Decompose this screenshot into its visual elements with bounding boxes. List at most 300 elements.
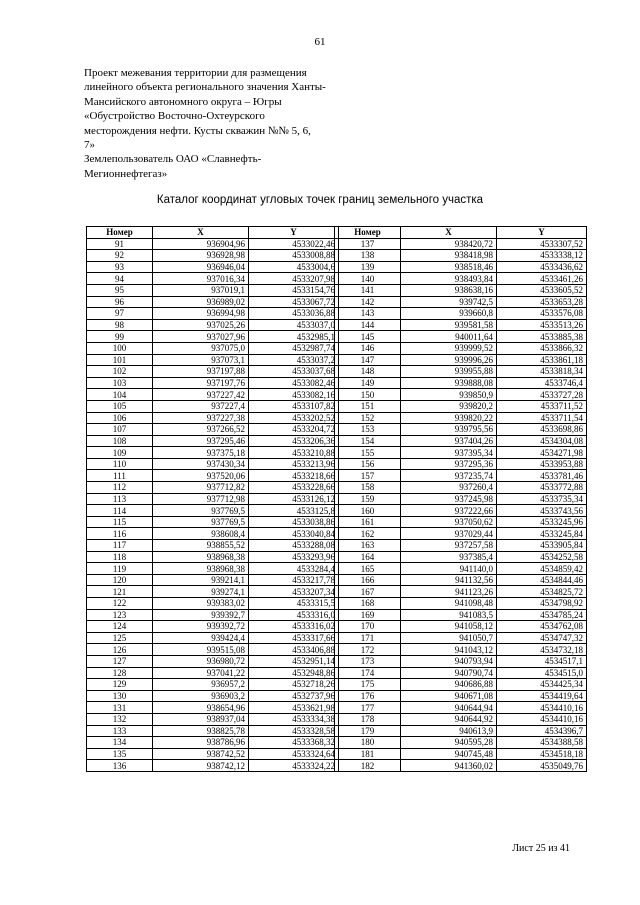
y-coordinate-cell: 4533218,66 <box>249 470 339 482</box>
x-coordinate-cell: 940745,48 <box>401 748 497 760</box>
y-coordinate-cell: 4533743,56 <box>497 505 587 517</box>
column-header-y: Y <box>497 227 587 239</box>
table-row <box>87 760 339 772</box>
table-row <box>87 586 339 598</box>
table-row <box>335 261 587 273</box>
table-row <box>335 574 587 586</box>
y-coordinate-cell: 4533107,82 <box>249 400 339 412</box>
y-coordinate-cell: 4533067,72 <box>249 296 339 308</box>
y-coordinate-cell: 4534419,64 <box>497 690 587 702</box>
point-number-cell: 128 <box>87 667 153 679</box>
point-number-cell: 92 <box>87 250 153 262</box>
y-coordinate-cell: 4534396,7 <box>497 725 587 737</box>
x-coordinate-cell: 938968,38 <box>153 551 249 563</box>
x-coordinate-cell: 937227,38 <box>153 412 249 424</box>
y-coordinate-cell: 4533316,02 <box>249 621 339 633</box>
point-number-cell: 144 <box>335 319 401 331</box>
y-coordinate-cell: 4533324,64 <box>249 748 339 760</box>
y-coordinate-cell: 4533040,84 <box>249 528 339 540</box>
table-row <box>335 366 587 378</box>
point-number-cell: 180 <box>335 737 401 749</box>
x-coordinate-cell: 939888,08 <box>401 377 497 389</box>
table-header-row <box>87 227 339 239</box>
x-coordinate-cell: 937197,88 <box>153 366 249 378</box>
x-coordinate-cell: 936957,2 <box>153 679 249 691</box>
point-number-cell: 125 <box>87 632 153 644</box>
column-header-x: X <box>153 227 249 239</box>
table-row <box>335 342 587 354</box>
y-coordinate-cell: 4533204,72 <box>249 424 339 436</box>
table-row <box>335 621 587 633</box>
table-row <box>335 377 587 389</box>
table-row <box>87 412 339 424</box>
y-coordinate-cell: 4533126,12 <box>249 493 339 505</box>
point-number-cell: 96 <box>87 296 153 308</box>
point-number-cell: 150 <box>335 389 401 401</box>
point-number-cell: 122 <box>87 598 153 610</box>
x-coordinate-cell: 937769,5 <box>153 516 249 528</box>
point-number-cell: 107 <box>87 424 153 436</box>
x-coordinate-cell: 937260,4 <box>401 482 497 494</box>
y-coordinate-cell: 4533284,4 <box>249 563 339 575</box>
point-number-cell: 162 <box>335 528 401 540</box>
x-coordinate-cell: 939383,02 <box>153 598 249 610</box>
y-coordinate-cell: 4533210,88 <box>249 447 339 459</box>
table-row <box>335 482 587 494</box>
point-number-cell: 161 <box>335 516 401 528</box>
point-number-cell: 120 <box>87 574 153 586</box>
point-number-cell: 105 <box>87 400 153 412</box>
x-coordinate-cell: 940613,9 <box>401 725 497 737</box>
header-line: Проект межевания территории для размещения <box>84 67 307 79</box>
point-number-cell: 106 <box>87 412 153 424</box>
y-coordinate-cell: 4534410,16 <box>497 713 587 725</box>
table-row <box>87 574 339 586</box>
x-coordinate-cell: 936946,04 <box>153 261 249 273</box>
point-number-cell: 151 <box>335 400 401 412</box>
table-row <box>335 238 587 250</box>
point-number-cell: 110 <box>87 458 153 470</box>
point-number-cell: 91 <box>87 238 153 250</box>
table-body-left <box>87 238 339 771</box>
x-coordinate-cell: 937019,1 <box>153 284 249 296</box>
table-row <box>87 713 339 725</box>
point-number-cell: 165 <box>335 563 401 575</box>
x-coordinate-cell: 937027,96 <box>153 331 249 343</box>
point-number-cell: 135 <box>87 748 153 760</box>
x-coordinate-cell: 938638,16 <box>401 284 497 296</box>
x-coordinate-cell: 937395,34 <box>401 447 497 459</box>
y-coordinate-cell: 4534825,72 <box>497 586 587 598</box>
point-number-cell: 175 <box>335 679 401 691</box>
table-row <box>335 725 587 737</box>
table-row <box>335 748 587 760</box>
header-line: месторождения нефти. Кусты скважин №№ 5, 6, <box>84 124 311 137</box>
point-number-cell: 131 <box>87 702 153 714</box>
x-coordinate-cell: 941132,56 <box>401 574 497 586</box>
x-coordinate-cell: 939392,7 <box>153 609 249 621</box>
x-coordinate-cell: 936989,02 <box>153 296 249 308</box>
table-row <box>87 308 339 320</box>
x-coordinate-cell: 939850,9 <box>401 389 497 401</box>
point-number-cell: 169 <box>335 609 401 621</box>
y-coordinate-cell: 4533245,84 <box>497 528 587 540</box>
table-row <box>335 331 587 343</box>
y-coordinate-cell: 4533315,5 <box>249 598 339 610</box>
y-coordinate-cell: 4533621,98 <box>249 702 339 714</box>
table-row <box>335 284 587 296</box>
x-coordinate-cell: 938742,52 <box>153 748 249 760</box>
point-number-cell: 93 <box>87 261 153 273</box>
table-row <box>335 528 587 540</box>
table-row <box>87 331 339 343</box>
sheet-number: Лист 25 из 41 <box>512 843 570 854</box>
table-row <box>87 296 339 308</box>
point-number-cell: 158 <box>335 482 401 494</box>
y-coordinate-cell: 4534798,92 <box>497 598 587 610</box>
point-number-cell: 172 <box>335 644 401 656</box>
table-row <box>335 644 587 656</box>
x-coordinate-cell: 938493,84 <box>401 273 497 285</box>
point-number-cell: 166 <box>335 574 401 586</box>
table-row <box>335 505 587 517</box>
table-header-row <box>335 227 587 239</box>
x-coordinate-cell: 938855,52 <box>153 540 249 552</box>
y-coordinate-cell: 4533513,26 <box>497 319 587 331</box>
table-row <box>87 435 339 447</box>
table-row <box>87 632 339 644</box>
coordinates-table-right <box>334 226 587 772</box>
x-coordinate-cell: 939955,88 <box>401 366 497 378</box>
y-coordinate-cell: 4533818,34 <box>497 366 587 378</box>
x-coordinate-cell: 937712,98 <box>153 493 249 505</box>
table-row <box>335 737 587 749</box>
table-row <box>87 447 339 459</box>
column-header-x: X <box>401 227 497 239</box>
y-coordinate-cell: 4532718,26 <box>249 679 339 691</box>
y-coordinate-cell: 4532737,96 <box>249 690 339 702</box>
point-number-cell: 154 <box>335 435 401 447</box>
point-number-cell: 101 <box>87 354 153 366</box>
y-coordinate-cell: 4533154,76 <box>249 284 339 296</box>
y-coordinate-cell: 4533082,16 <box>249 389 339 401</box>
y-coordinate-cell: 4533885,38 <box>497 331 587 343</box>
table-row <box>87 690 339 702</box>
point-number-cell: 103 <box>87 377 153 389</box>
point-number-cell: 159 <box>335 493 401 505</box>
table-row <box>87 400 339 412</box>
table-row <box>87 725 339 737</box>
point-number-cell: 149 <box>335 377 401 389</box>
x-coordinate-cell: 939274,1 <box>153 586 249 598</box>
y-coordinate-cell: 4534762,08 <box>497 621 587 633</box>
point-number-cell: 137 <box>335 238 401 250</box>
point-number-cell: 170 <box>335 621 401 633</box>
table-body-right <box>335 238 587 771</box>
y-coordinate-cell: 4533653,28 <box>497 296 587 308</box>
x-coordinate-cell: 939820,22 <box>401 412 497 424</box>
y-coordinate-cell: 4533207,98 <box>249 273 339 285</box>
table-row <box>335 389 587 401</box>
point-number-cell: 114 <box>87 505 153 517</box>
x-coordinate-cell: 939392,72 <box>153 621 249 633</box>
table-row <box>335 563 587 575</box>
y-coordinate-cell: 4533436,62 <box>497 261 587 273</box>
table-row <box>87 238 339 250</box>
point-number-cell: 167 <box>335 586 401 598</box>
table-row <box>335 690 587 702</box>
x-coordinate-cell: 937227,42 <box>153 389 249 401</box>
catalog-title: Каталог координат угловых точек границ земельного участка <box>156 194 484 206</box>
x-coordinate-cell: 937520,06 <box>153 470 249 482</box>
x-coordinate-cell: 937385,4 <box>401 551 497 563</box>
table-row <box>335 667 587 679</box>
x-coordinate-cell: 941083,5 <box>401 609 497 621</box>
point-number-cell: 157 <box>335 470 401 482</box>
x-coordinate-cell: 938937,04 <box>153 713 249 725</box>
table-row <box>335 760 587 772</box>
table-row <box>87 516 339 528</box>
point-number-cell: 160 <box>335 505 401 517</box>
x-coordinate-cell: 939581,58 <box>401 319 497 331</box>
y-coordinate-cell: 4533735,34 <box>497 493 587 505</box>
y-coordinate-cell: 4534785,24 <box>497 609 587 621</box>
x-coordinate-cell: 936928,98 <box>153 250 249 262</box>
x-coordinate-cell: 936903,2 <box>153 690 249 702</box>
point-number-cell: 155 <box>335 447 401 459</box>
table-row <box>87 493 339 505</box>
table-row <box>87 424 339 436</box>
column-header-number: Номер <box>87 227 153 239</box>
point-number-cell: 171 <box>335 632 401 644</box>
y-coordinate-cell: 4533037,0 <box>249 319 339 331</box>
x-coordinate-cell: 941058,12 <box>401 621 497 633</box>
table-row <box>335 447 587 459</box>
y-coordinate-cell: 4533746,4 <box>497 377 587 389</box>
x-coordinate-cell: 938968,38 <box>153 563 249 575</box>
y-coordinate-cell: 4533727,28 <box>497 389 587 401</box>
y-coordinate-cell: 4533866,32 <box>497 342 587 354</box>
point-number-cell: 178 <box>335 713 401 725</box>
table-row <box>335 516 587 528</box>
table-row <box>87 342 339 354</box>
point-number-cell: 99 <box>87 331 153 343</box>
point-number-cell: 126 <box>87 644 153 656</box>
y-coordinate-cell: 4533213,96 <box>249 458 339 470</box>
column-header-number: Номер <box>335 227 401 239</box>
x-coordinate-cell: 940644,94 <box>401 702 497 714</box>
x-coordinate-cell: 936980,72 <box>153 655 249 667</box>
table-row <box>335 470 587 482</box>
table-row <box>335 424 587 436</box>
point-number-cell: 116 <box>87 528 153 540</box>
x-coordinate-cell: 937235,74 <box>401 470 497 482</box>
table-row <box>87 505 339 517</box>
x-coordinate-cell: 938742,12 <box>153 760 249 772</box>
point-number-cell: 143 <box>335 308 401 320</box>
table-row <box>87 563 339 575</box>
x-coordinate-cell: 940595,28 <box>401 737 497 749</box>
y-coordinate-cell: 4534515,0 <box>497 667 587 679</box>
point-number-cell: 130 <box>87 690 153 702</box>
table-row <box>87 273 339 285</box>
y-coordinate-cell: 4533245,96 <box>497 516 587 528</box>
table-row <box>87 366 339 378</box>
y-coordinate-cell: 4534252,58 <box>497 551 587 563</box>
table-row <box>335 296 587 308</box>
point-number-cell: 140 <box>335 273 401 285</box>
x-coordinate-cell: 936904,96 <box>153 238 249 250</box>
point-number-cell: 95 <box>87 284 153 296</box>
x-coordinate-cell: 941043,12 <box>401 644 497 656</box>
table-row <box>335 655 587 667</box>
y-coordinate-cell: 4533953,88 <box>497 458 587 470</box>
point-number-cell: 141 <box>335 284 401 296</box>
table-row <box>335 679 587 691</box>
y-coordinate-cell: 4533772,88 <box>497 482 587 494</box>
x-coordinate-cell: 941140,0 <box>401 563 497 575</box>
table-row <box>87 702 339 714</box>
point-number-cell: 145 <box>335 331 401 343</box>
y-coordinate-cell: 4533368,32 <box>249 737 339 749</box>
x-coordinate-cell: 939795,56 <box>401 424 497 436</box>
point-number-cell: 121 <box>87 586 153 598</box>
y-coordinate-cell: 4533328,58 <box>249 725 339 737</box>
point-number-cell: 138 <box>335 250 401 262</box>
table-row <box>87 667 339 679</box>
table-row <box>335 702 587 714</box>
point-number-cell: 174 <box>335 667 401 679</box>
table-row <box>87 551 339 563</box>
y-coordinate-cell: 4534388,58 <box>497 737 587 749</box>
point-number-cell: 139 <box>335 261 401 273</box>
point-number-cell: 133 <box>87 725 153 737</box>
y-coordinate-cell: 4532985,1 <box>249 331 339 343</box>
x-coordinate-cell: 937712,82 <box>153 482 249 494</box>
y-coordinate-cell: 4533288,08 <box>249 540 339 552</box>
table-row <box>335 493 587 505</box>
point-number-cell: 112 <box>87 482 153 494</box>
x-coordinate-cell: 937041,22 <box>153 667 249 679</box>
table-row <box>335 609 587 621</box>
x-coordinate-cell: 941050,7 <box>401 632 497 644</box>
point-number-cell: 156 <box>335 458 401 470</box>
table-row <box>335 412 587 424</box>
point-number-cell: 134 <box>87 737 153 749</box>
y-coordinate-cell: 4532951,14 <box>249 655 339 667</box>
table-row <box>335 250 587 262</box>
y-coordinate-cell: 4534410,16 <box>497 702 587 714</box>
x-coordinate-cell: 941123,26 <box>401 586 497 598</box>
x-coordinate-cell: 938418,98 <box>401 250 497 262</box>
y-coordinate-cell: 4533317,66 <box>249 632 339 644</box>
table-row <box>87 655 339 667</box>
x-coordinate-cell: 937430,34 <box>153 458 249 470</box>
x-coordinate-cell: 937257,58 <box>401 540 497 552</box>
project-header <box>84 66 364 181</box>
y-coordinate-cell: 4533406,88 <box>249 644 339 656</box>
y-coordinate-cell: 4533125,8 <box>249 505 339 517</box>
point-number-cell: 179 <box>335 725 401 737</box>
point-number-cell: 102 <box>87 366 153 378</box>
y-coordinate-cell: 4533038,86 <box>249 516 339 528</box>
table-row <box>87 609 339 621</box>
x-coordinate-cell: 939999,52 <box>401 342 497 354</box>
point-number-cell: 148 <box>335 366 401 378</box>
point-number-cell: 115 <box>87 516 153 528</box>
y-coordinate-cell: 4533037,68 <box>249 366 339 378</box>
point-number-cell: 123 <box>87 609 153 621</box>
point-number-cell: 177 <box>335 702 401 714</box>
point-number-cell: 163 <box>335 540 401 552</box>
point-number-cell: 109 <box>87 447 153 459</box>
x-coordinate-cell: 940011,64 <box>401 331 497 343</box>
x-coordinate-cell: 939515,08 <box>153 644 249 656</box>
x-coordinate-cell: 937295,46 <box>153 435 249 447</box>
table-row <box>87 458 339 470</box>
y-coordinate-cell: 4533861,18 <box>497 354 587 366</box>
y-coordinate-cell: 4533008,88 <box>249 250 339 262</box>
point-number-cell: 132 <box>87 713 153 725</box>
y-coordinate-cell: 4533217,78 <box>249 574 339 586</box>
table-row <box>335 273 587 285</box>
x-coordinate-cell: 937025,26 <box>153 319 249 331</box>
x-coordinate-cell: 940793,94 <box>401 655 497 667</box>
table-row <box>87 319 339 331</box>
x-coordinate-cell: 937222,66 <box>401 505 497 517</box>
point-number-cell: 98 <box>87 319 153 331</box>
y-coordinate-cell: 4533338,12 <box>497 250 587 262</box>
point-number-cell: 94 <box>87 273 153 285</box>
x-coordinate-cell: 937197,76 <box>153 377 249 389</box>
y-coordinate-cell: 4535049,76 <box>497 760 587 772</box>
table-row <box>335 713 587 725</box>
table-row <box>87 470 339 482</box>
y-coordinate-cell: 4533307,52 <box>497 238 587 250</box>
table-row <box>335 458 587 470</box>
y-coordinate-cell: 4534844,46 <box>497 574 587 586</box>
x-coordinate-cell: 940671,08 <box>401 690 497 702</box>
x-coordinate-cell: 937245,98 <box>401 493 497 505</box>
x-coordinate-cell: 938608,4 <box>153 528 249 540</box>
y-coordinate-cell: 4533711,52 <box>497 400 587 412</box>
x-coordinate-cell: 940686,88 <box>401 679 497 691</box>
point-number-cell: 153 <box>335 424 401 436</box>
y-coordinate-cell: 4533698,86 <box>497 424 587 436</box>
y-coordinate-cell: 4533082,46 <box>249 377 339 389</box>
x-coordinate-cell: 939996,26 <box>401 354 497 366</box>
point-number-cell: 173 <box>335 655 401 667</box>
table-row <box>335 354 587 366</box>
x-coordinate-cell: 937266,52 <box>153 424 249 436</box>
y-coordinate-cell: 4533202,52 <box>249 412 339 424</box>
table-row <box>335 308 587 320</box>
x-coordinate-cell: 939214,1 <box>153 574 249 586</box>
y-coordinate-cell: 4533576,08 <box>497 308 587 320</box>
x-coordinate-cell: 937295,36 <box>401 458 497 470</box>
x-coordinate-cell: 940644,92 <box>401 713 497 725</box>
point-number-cell: 108 <box>87 435 153 447</box>
point-number-cell: 181 <box>335 748 401 760</box>
x-coordinate-cell: 937375,18 <box>153 447 249 459</box>
x-coordinate-cell: 937769,5 <box>153 505 249 517</box>
y-coordinate-cell: 4534425,34 <box>497 679 587 691</box>
column-header-y: Y <box>249 227 339 239</box>
y-coordinate-cell: 4534271,98 <box>497 447 587 459</box>
table-row <box>87 621 339 633</box>
table-row <box>87 644 339 656</box>
table-row <box>335 586 587 598</box>
